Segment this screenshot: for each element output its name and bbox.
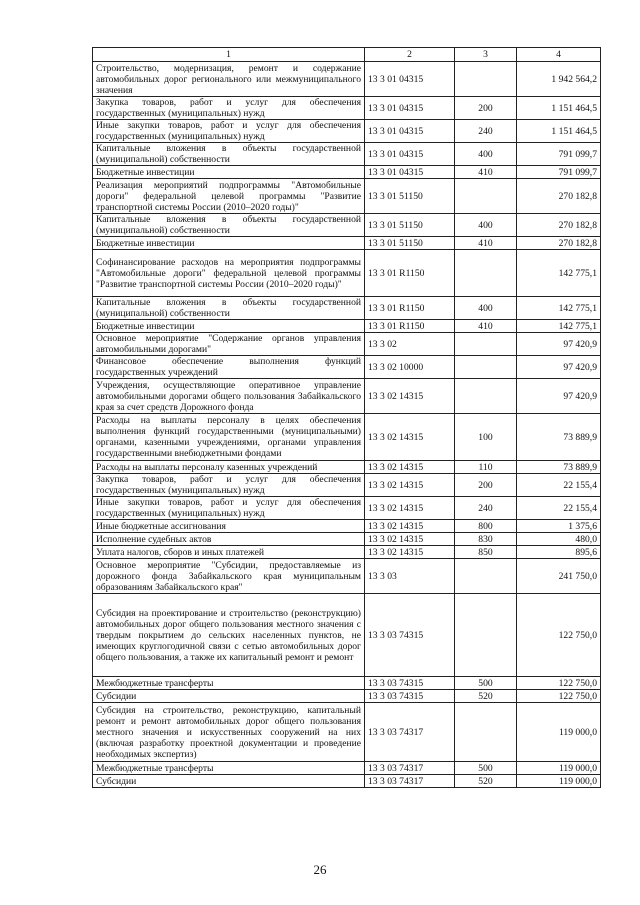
row-name: Капитальные вложения в объекты государственной (муниципальной) собственности: [93, 143, 365, 166]
row-sum: 119 000,0: [517, 762, 601, 775]
row-name: Субсидия на строительство, реконструкцию, капитальный ремонт и ремонт автомобильных дорог общего пользования местного значения и искусственных сооружений на них (включая разработку проектной документации и проведение необходимых экспертиз): [93, 703, 365, 762]
row-code: 13 3 03 74317: [365, 775, 455, 788]
row-code: 13 3 01 R1150: [365, 297, 455, 320]
row-name: Иные закупки товаров, работ и услуг для обеспечения государственных (муниципальных) нужд: [93, 497, 365, 520]
row-name: Расходы на выплаты персоналу в целях обеспечения выполнения функций государственными (муниципальными) органами, казенными учреждениями, органами управления государственными внебюджетными фондами: [93, 414, 365, 461]
row-code: 13 3 01 04315: [365, 166, 455, 179]
row-expense-type: 500: [455, 762, 517, 775]
row-code: 13 3 03 74317: [365, 703, 455, 762]
table-row: [93, 237, 601, 250]
row-sum: 270 182,8: [517, 214, 601, 237]
row-code: 13 3 01 04315: [365, 120, 455, 143]
row-expense-type: [455, 333, 517, 356]
row-expense-type: 200: [455, 97, 517, 120]
table-row: [93, 775, 601, 788]
row-name: Бюджетные инвестиции: [93, 166, 365, 179]
row-sum: 1 151 464,5: [517, 120, 601, 143]
row-sum: 1 942 564,2: [517, 62, 601, 97]
table-row: [93, 497, 601, 520]
row-sum: 142 775,1: [517, 250, 601, 297]
row-code: 13 3 01 R1150: [365, 250, 455, 297]
table-row: [93, 379, 601, 414]
row-sum: 480,0: [517, 533, 601, 546]
table-row: [93, 594, 601, 677]
row-sum: 270 182,8: [517, 179, 601, 214]
row-name: Строительство, модернизация, ремонт и содержание автомобильных дорог регионального или межмуниципального значения: [93, 62, 365, 97]
table-row: [93, 297, 601, 320]
row-code: 13 3 01 R1150: [365, 320, 455, 333]
page-number: 26: [313, 862, 327, 877]
row-expense-type: [455, 62, 517, 97]
header-col-1: 1: [93, 48, 365, 62]
row-expense-type: 520: [455, 690, 517, 703]
row-sum: 122 750,0: [517, 690, 601, 703]
row-sum: 122 750,0: [517, 594, 601, 677]
row-sum: 142 775,1: [517, 320, 601, 333]
table-row: [93, 166, 601, 179]
row-code: 13 3 02 14315: [365, 474, 455, 497]
row-code: 13 3 01 51150: [365, 214, 455, 237]
row-sum: 22 155,4: [517, 497, 601, 520]
row-code: 13 3 03 74317: [365, 762, 455, 775]
table-row: [93, 690, 601, 703]
header-col-3: 3: [455, 48, 517, 62]
row-name: Субсидии: [93, 690, 365, 703]
row-expense-type: 410: [455, 320, 517, 333]
row-code: 13 3 03: [365, 559, 455, 594]
row-sum: 142 775,1: [517, 297, 601, 320]
row-sum: 97 420,9: [517, 333, 601, 356]
row-expense-type: 400: [455, 214, 517, 237]
table-row: [93, 703, 601, 762]
row-expense-type: 800: [455, 520, 517, 533]
row-expense-type: 410: [455, 237, 517, 250]
table-row: [93, 474, 601, 497]
table-row: [93, 214, 601, 237]
row-expense-type: 240: [455, 497, 517, 520]
table-row: [93, 120, 601, 143]
row-sum: 73 889,9: [517, 414, 601, 461]
row-code: 13 3 01 04315: [365, 143, 455, 166]
table-row: [93, 250, 601, 297]
table-row: [93, 533, 601, 546]
row-code: 13 3 01 04315: [365, 62, 455, 97]
row-name: Бюджетные инвестиции: [93, 320, 365, 333]
row-name: Субсидия на проектирование и строительство (реконструкцию) автомобильных дорог общего пользования местного значения с твердым покрытием до сельских населенных пунктов, не имеющих круглогодичной связи с сетью автомобильных дорог общего пользования, а также их капитальный ремонт и ремонт: [93, 594, 365, 677]
row-expense-type: [455, 250, 517, 297]
row-expense-type: 400: [455, 297, 517, 320]
row-name: Основное мероприятие "Содержание органов управления автомобильными дорогами": [93, 333, 365, 356]
row-name: Капитальные вложения в объекты государственной (муниципальной) собственности: [93, 214, 365, 237]
row-name: Исполнение судебных актов: [93, 533, 365, 546]
row-name: Закупка товаров, работ и услуг для обеспечения государственных (муниципальных) нужд: [93, 474, 365, 497]
row-sum: 122 750,0: [517, 677, 601, 690]
row-name: Закупка товаров, работ и услуг для обеспечения государственных (муниципальных) нужд: [93, 97, 365, 120]
row-expense-type: 520: [455, 775, 517, 788]
row-expense-type: [455, 179, 517, 214]
row-sum: 119 000,0: [517, 703, 601, 762]
row-code: 13 3 02 14315: [365, 414, 455, 461]
row-name: Учреждения, осуществляющие оперативное управление автомобильными дорогами общего пользования Забайкальского края за счет средств Дорожного фонда: [93, 379, 365, 414]
table-row: [93, 414, 601, 461]
row-expense-type: 110: [455, 461, 517, 474]
table-row: [93, 97, 601, 120]
row-sum: 241 750,0: [517, 559, 601, 594]
row-code: 13 3 03 74315: [365, 594, 455, 677]
header-row: [93, 48, 601, 62]
header-col-4: 4: [517, 48, 601, 62]
row-code: 13 3 01 04315: [365, 97, 455, 120]
row-expense-type: [455, 356, 517, 379]
row-sum: 22 155,4: [517, 474, 601, 497]
row-code: 13 3 01 51150: [365, 237, 455, 250]
row-name: Капитальные вложения в объекты государственной (муниципальной) собственности: [93, 297, 365, 320]
row-sum: 1 151 464,5: [517, 97, 601, 120]
row-name: Иные закупки товаров, работ и услуг для обеспечения государственных (муниципальных) нужд: [93, 120, 365, 143]
row-name: Межбюджетные трансферты: [93, 762, 365, 775]
table-header: [93, 48, 601, 62]
row-sum: 895,6: [517, 546, 601, 559]
row-sum: 119 000,0: [517, 775, 601, 788]
row-name: Бюджетные инвестиции: [93, 237, 365, 250]
table-row: [93, 559, 601, 594]
row-code: 13 3 02 14315: [365, 520, 455, 533]
table-row: [93, 320, 601, 333]
row-sum: 270 182,8: [517, 237, 601, 250]
row-expense-type: 400: [455, 143, 517, 166]
header-col-2: 2: [365, 48, 455, 62]
row-expense-type: 850: [455, 546, 517, 559]
table-row: [93, 356, 601, 379]
table-row: [93, 143, 601, 166]
row-name: Расходы на выплаты персоналу казенных учреждений: [93, 461, 365, 474]
row-expense-type: [455, 703, 517, 762]
row-sum: 1 375,6: [517, 520, 601, 533]
table-body: [93, 62, 601, 788]
row-name: Софинансирование расходов на мероприятия подпрограммы "Автомобильные дороги" федеральной целевой программы "Развитие транспортной системы России (2010–2020 годы)": [93, 250, 365, 297]
row-sum: 97 420,9: [517, 356, 601, 379]
row-sum: 791 099,7: [517, 143, 601, 166]
row-expense-type: 100: [455, 414, 517, 461]
row-code: 13 3 02 14315: [365, 379, 455, 414]
row-expense-type: 410: [455, 166, 517, 179]
row-code: 13 3 02 14315: [365, 546, 455, 559]
row-expense-type: 830: [455, 533, 517, 546]
table-row: [93, 461, 601, 474]
row-expense-type: 500: [455, 677, 517, 690]
row-sum: 73 889,9: [517, 461, 601, 474]
table-row: [93, 677, 601, 690]
budget-table: [92, 47, 601, 788]
table-row: [93, 179, 601, 214]
row-code: 13 3 02 14315: [365, 461, 455, 474]
row-name: Реализация мероприятий подпрограммы "Автомобильные дороги" федеральной целевой программы "Развитие транспортной системы России (2010–2020 годы)": [93, 179, 365, 214]
row-expense-type: [455, 379, 517, 414]
row-name: Финансовое обеспечение выполнения функций государственных учреждений: [93, 356, 365, 379]
row-expense-type: [455, 559, 517, 594]
row-code: 13 3 02 14315: [365, 497, 455, 520]
table-row: [93, 62, 601, 97]
row-code: 13 3 02: [365, 333, 455, 356]
table-row: [93, 520, 601, 533]
row-expense-type: 200: [455, 474, 517, 497]
row-expense-type: [455, 594, 517, 677]
row-name: Иные бюджетные ассигнования: [93, 520, 365, 533]
row-code: 13 3 03 74315: [365, 677, 455, 690]
row-sum: 791 099,7: [517, 166, 601, 179]
row-code: 13 3 02 14315: [365, 533, 455, 546]
table-row: [93, 333, 601, 356]
row-code: 13 3 02 10000: [365, 356, 455, 379]
table-row: [93, 546, 601, 559]
row-name: Субсидии: [93, 775, 365, 788]
row-code: 13 3 03 74315: [365, 690, 455, 703]
row-name: Межбюджетные трансферты: [93, 677, 365, 690]
row-name: Уплата налогов, сборов и иных платежей: [93, 546, 365, 559]
table-row: [93, 762, 601, 775]
row-sum: 97 420,9: [517, 379, 601, 414]
row-code: 13 3 01 51150: [365, 179, 455, 214]
row-expense-type: 240: [455, 120, 517, 143]
row-name: Основное мероприятие "Субсидии, предоставляемые из дорожного фонда Забайкальского края муниципальным образованиям Забайкальского края": [93, 559, 365, 594]
